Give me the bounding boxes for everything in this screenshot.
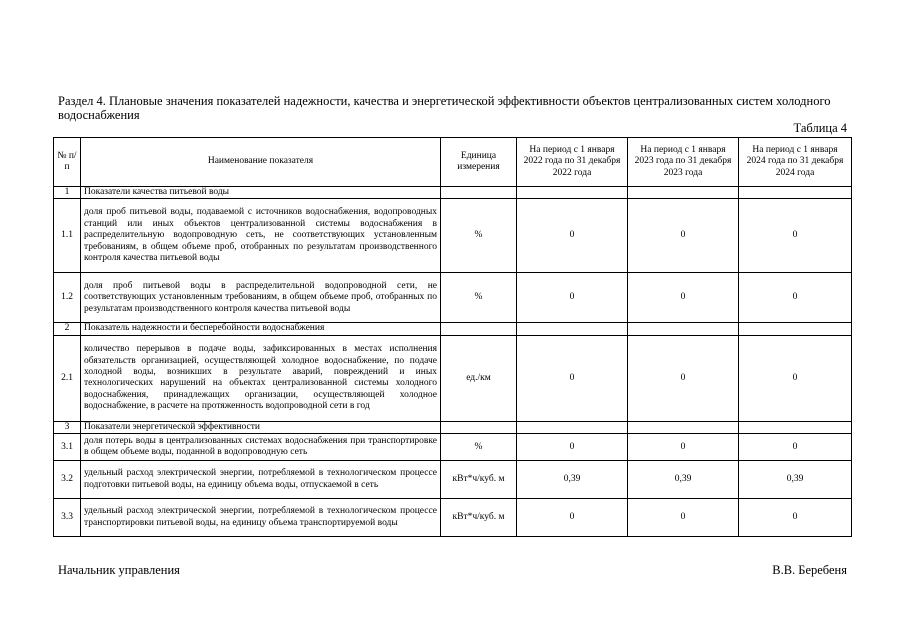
header-period-2022: На период с 1 января 2022 года по 31 декабря 2022 года [517, 138, 628, 187]
signature-name: В.В. Беребеня [772, 563, 847, 577]
table-row [54, 273, 852, 323]
row-value-2023: 0,39 [628, 461, 739, 499]
row-value-2024: 0 [739, 273, 852, 323]
table-header-row [54, 138, 852, 187]
signature-position: Начальник управления [58, 563, 180, 577]
section-title: Показатели энергетической эффективности [81, 421, 441, 433]
header-period-2024: На период с 1 января 2024 года по 31 декабря 2024 года [739, 138, 852, 187]
row-num: 2.1 [54, 335, 81, 421]
table-row [54, 499, 852, 537]
document-title: Раздел 4. Плановые значения показателей надежности, качества и энергетической эффективности объектов централизованных систем холодного водоснабжения [58, 94, 831, 122]
section-row [54, 323, 852, 335]
header-period-2023: На период с 1 января 2023 года по 31 декабря 2023 года [628, 138, 739, 187]
row-name: удельный расход электрической энергии, потребляемой в технологическом процессе транспортировки питьевой воды, на единицу объема транспортируемой воды [81, 499, 441, 537]
section-title: Показатели качества питьевой воды [81, 187, 441, 199]
row-value-2023: 0 [628, 199, 739, 273]
row-name: количество перерывов в подаче воды, зафиксированных в местах исполнения обязательств организацией, осуществляющей холодное водоснабжение, по подаче холодной воды, возникших в результате аварий, повреждений и иных технологических нарушений на объектах централизованной системы холодного водоснабжения, принадлежащих организации, осуществляющей холодное водоснабжение, в расчете на протяженность водопроводной сети в год [81, 335, 441, 421]
row-value-2022: 0 [517, 499, 628, 537]
row-value-2023: 0 [628, 335, 739, 421]
row-value-2023: 0 [628, 434, 739, 461]
row-value-2022: 0 [517, 434, 628, 461]
row-value-2022: 0 [517, 335, 628, 421]
row-value-2023: 0 [628, 499, 739, 537]
row-value-2023: 0 [628, 273, 739, 323]
row-unit: % [441, 199, 517, 273]
row-num: 1.2 [54, 273, 81, 323]
table-row [54, 434, 852, 461]
row-name: доля проб питьевой воды, подаваемой с источников водоснабжения, водопроводных станций или иных объектов централизованной системы водоснабжения в распределительную водопроводную сеть, не соответствующих установленным требованиям, в общем объеме проб, отобранных по результатам производственного контроля качества питьевой воды [81, 199, 441, 273]
header-num: № п/п [54, 138, 81, 187]
row-unit: ед./км [441, 335, 517, 421]
row-value-2024: 0 [739, 499, 852, 537]
section-num: 3 [54, 421, 81, 433]
row-unit: % [441, 434, 517, 461]
table-row [54, 335, 852, 421]
header-unit: Единица измерения [441, 138, 517, 187]
section-title: Показатель надежности и бесперебойности водоснабжения [81, 323, 441, 335]
row-num: 3.3 [54, 499, 81, 537]
table-row [54, 199, 852, 273]
row-unit: кВт*ч/куб. м [441, 461, 517, 499]
row-name: доля потерь воды в централизованных системах водоснабжения при транспортировке в общем объеме воды, поданной в водопроводную сеть [81, 434, 441, 461]
header-name: Наименование показателя [81, 138, 441, 187]
row-name: доля проб питьевой воды в распределительной водопроводной сети, не соответствующих установленным требованиям, в общем объеме проб, отобранных по результатам производственного контроля качества питьевой воды [81, 273, 441, 323]
table-row [54, 461, 852, 499]
row-value-2024: 0 [739, 434, 852, 461]
row-value-2022: 0,39 [517, 461, 628, 499]
section-num: 2 [54, 323, 81, 335]
row-value-2022: 0 [517, 199, 628, 273]
section-num: 1 [54, 187, 81, 199]
section-row [54, 187, 852, 199]
row-value-2024: 0,39 [739, 461, 852, 499]
row-num: 3.2 [54, 461, 81, 499]
row-name: удельный расход электрической энергии, потребляемой в технологическом процессе подготовки питьевой воды, на единицу объема воды, отпускаемой в сеть [81, 461, 441, 499]
row-unit: % [441, 273, 517, 323]
row-value-2024: 0 [739, 199, 852, 273]
row-value-2024: 0 [739, 335, 852, 421]
indicators-table [53, 137, 852, 537]
row-num: 1.1 [54, 199, 81, 273]
section-row [54, 421, 852, 433]
row-unit: кВт*ч/куб. м [441, 499, 517, 537]
row-value-2022: 0 [517, 273, 628, 323]
table-label: Таблица 4 [793, 121, 847, 135]
row-num: 3.1 [54, 434, 81, 461]
